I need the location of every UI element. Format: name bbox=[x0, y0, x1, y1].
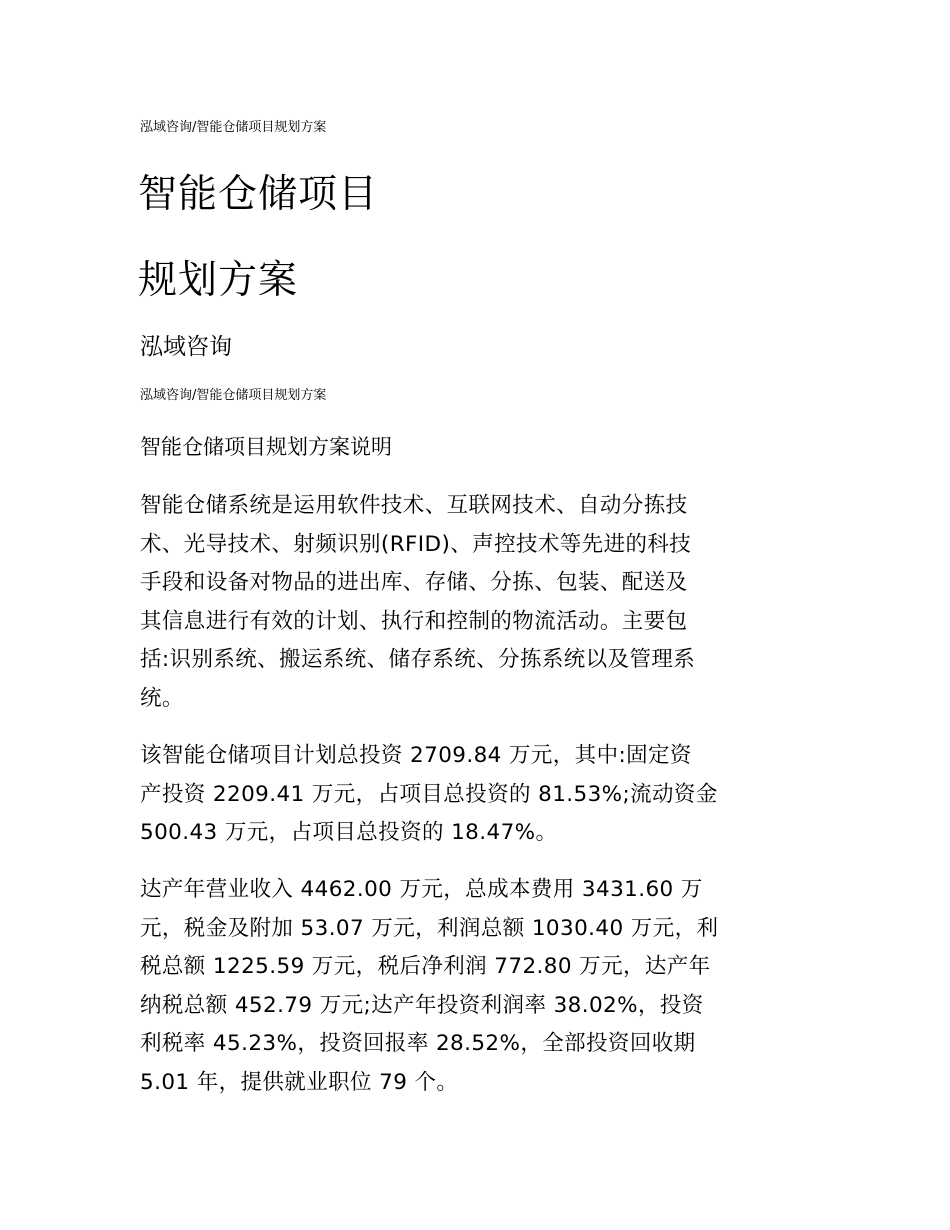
paragraph-line: 智能仓储系统是运用软件技术、互联网技术、自动分拣技 bbox=[140, 493, 688, 518]
paragraph-line: 术、光导技术、射频识别(RFID)、声控技术等先进的科技 bbox=[140, 531, 692, 557]
paragraph-financials bbox=[140, 871, 820, 1103]
breadcrumb-second: 泓域咨询/智能仓储项目规划方案 bbox=[140, 388, 327, 403]
cover-title-line-1: 智能仓储项目 bbox=[138, 172, 379, 217]
cover-title-line-2: 规划方案 bbox=[138, 258, 299, 303]
paragraph-line: 其信息进行有效的计划、执行和控制的物流活动。主要包 bbox=[140, 608, 688, 634]
paragraph-line: 产投资 2209.41 万元，占项目总投资的 81.53%;流动资金 bbox=[140, 781, 718, 807]
paragraph-line: 税总额 1225.59 万元，税后净利润 772.80 万元，达产年 bbox=[140, 954, 711, 980]
paragraph-investment bbox=[140, 737, 820, 853]
paragraph-line: 元，税金及附加 53.07 万元，利润总额 1030.40 万元，利 bbox=[140, 915, 719, 941]
breadcrumb-top: 泓域咨询/智能仓储项目规划方案 bbox=[140, 120, 327, 135]
paragraph-line: 利税率 45.23%，投资回报率 28.52%，全部投资回收期 bbox=[140, 1031, 696, 1057]
paragraph-line: 纳税总额 452.79 万元;达产年投资利润率 38.02%，投资 bbox=[140, 992, 704, 1018]
paragraph-line: 5.01 年，提供就业职位 79 个。 bbox=[140, 1069, 459, 1095]
paragraph-line: 该智能仓储项目计划总投资 2709.84 万元，其中:固定资 bbox=[140, 743, 692, 768]
company-name: 泓域咨询 bbox=[140, 334, 232, 360]
paragraph-line: 统。 bbox=[140, 685, 184, 711]
paragraph-line: 达产年营业收入 4462.00 万元，总成本费用 3431.60 万 bbox=[140, 877, 703, 902]
paragraph-line: 括:识别系统、搬运系统、储存系统、分拣系统以及管理系 bbox=[140, 647, 696, 673]
section-heading: 智能仓储项目规划方案说明 bbox=[140, 435, 392, 459]
paragraph-line: 500.43 万元，占项目总投资的 18.47%。 bbox=[140, 820, 558, 846]
paragraph-intro bbox=[140, 487, 820, 719]
paragraph-line: 手段和设备对物品的进出库、存储、分拣、包装、配送及 bbox=[140, 570, 688, 596]
